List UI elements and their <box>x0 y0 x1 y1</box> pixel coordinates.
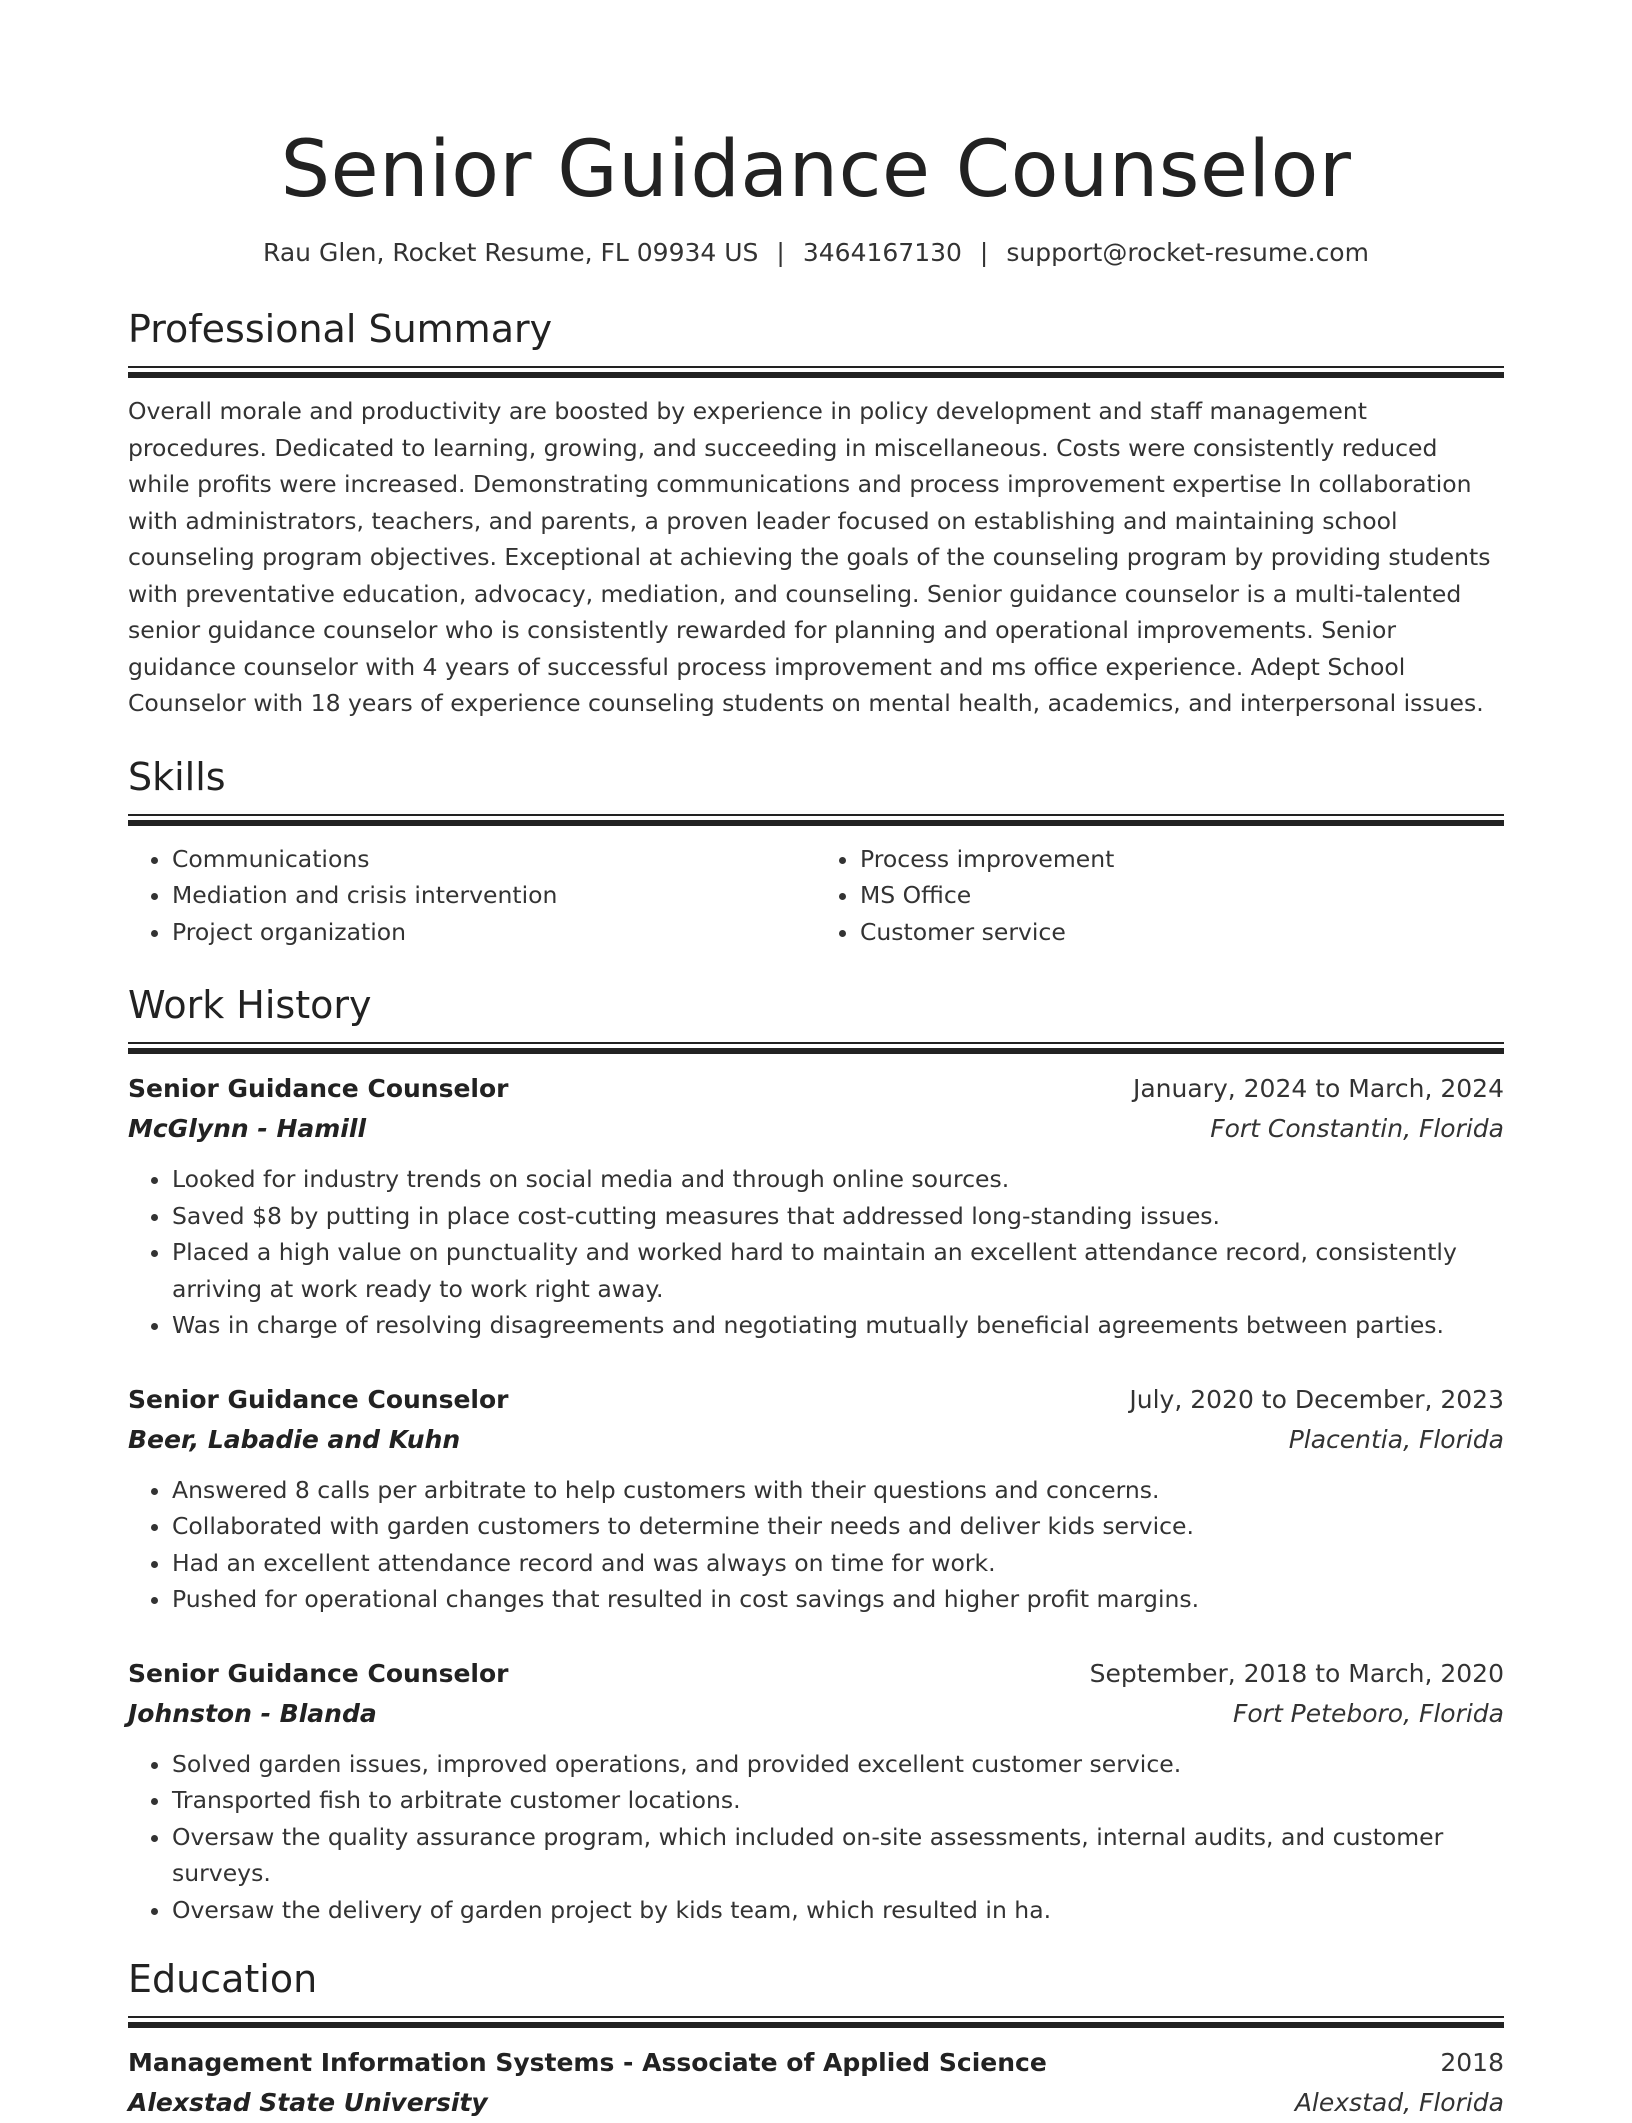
section-divider <box>128 366 1504 379</box>
education-degree: Management Information Systems - Associate of Applied Science <box>128 2048 1047 2077</box>
skill-item: • Customer service <box>860 914 1504 951</box>
job-title: Senior Guidance Counselor <box>128 1658 509 1688</box>
summary-heading: Professional Summary <box>128 307 553 351</box>
job-title: Senior Guidance Counselor <box>128 1384 509 1414</box>
education-location: Alexstad, Florida <box>1294 2088 1504 2117</box>
education-subheader <box>128 2083 1504 2123</box>
job-dates: July, 2020 to December, 2023 <box>1129 1384 1504 1414</box>
resume-page <box>128 0 1504 2123</box>
job-company: Beer, Labadie and Kuhn <box>128 1424 461 1454</box>
job-bullet: • Placed a high value on punctuality and worked hard to maintain an excellent attendance record, consistently arriving at work ready to work right away. <box>172 1234 1504 1307</box>
contact-separator: | <box>776 238 785 267</box>
job-entry <box>128 1654 1504 1929</box>
job-bullets <box>128 1472 1504 1618</box>
section-divider <box>128 814 1504 827</box>
job-company: Johnston - Blanda <box>128 1698 377 1728</box>
job-bullet: • Was in charge of resolving disagreements and negotiating mutually beneficial agreements between parties. <box>172 1307 1504 1344</box>
job-bullet: • Pushed for operational changes that resulted in cost savings and higher profit margins. <box>172 1581 1504 1618</box>
education-heading: Education <box>128 1957 318 2001</box>
skill-item: • Mediation and crisis intervention <box>172 877 816 914</box>
summary-section <box>128 306 1504 722</box>
education-year: 2018 <box>1440 2048 1504 2077</box>
skills-list-right <box>816 841 1504 951</box>
skills-heading: Skills <box>128 754 226 799</box>
job-company: McGlynn - Hamill <box>128 1114 367 1143</box>
contact-email: support@rocket-resume.com <box>1006 238 1369 267</box>
job-bullet: • Oversaw the delivery of garden project by kids team, which resulted in ha. <box>172 1892 1504 1929</box>
contact-phone: 3464167130 <box>802 238 962 267</box>
contact-address: Rau Glen, Rocket Resume, FL 09934 US <box>263 238 759 267</box>
job-bullet: • Transported fish to arbitrate customer locations. <box>172 1782 1504 1819</box>
skills-section <box>128 754 1504 951</box>
job-dates: January, 2024 to March, 2024 <box>1132 1074 1504 1103</box>
job-subheader <box>128 1420 1504 1460</box>
job-header <box>128 1654 1504 1694</box>
skill-item: • Project organization <box>172 914 816 951</box>
skill-item: • MS Office <box>860 877 1504 914</box>
skill-item: • Communications <box>172 841 816 878</box>
job-location: Fort Constantin, Florida <box>1210 1114 1504 1143</box>
summary-text: Overall morale and productivity are boosted by experience in policy development and staff management procedures. Dedicated to learning, growing, and succeeding in miscellaneous. Costs were consistently reduced while profits were increased. Demonstrating communications and process improvement expertise In collaboration with administrators, teachers, and parents, a proven leader focused on establishing and maintaining school counseling program objectives. Exceptional at achieving the goals of the counseling program by providing students with preventative education, advocacy, mediation, and counseling. Senior guidance counselor is a multi-talented senior guidance counselor who is consistently rewarded for planning and operational improvements. Senior guidance counselor with 4 years of successful process improvement and ms office experience. Adept School Counselor with 18 years of experience counseling students on mental health, academics, and interpersonal issues. <box>128 397 1491 717</box>
job-location: Placentia, Florida <box>1288 1424 1504 1454</box>
job-bullet: • Saved $8 by putting in place cost-cutting measures that addressed long-standing issues. <box>172 1198 1504 1235</box>
job-bullets <box>128 1746 1504 1929</box>
job-bullet: • Looked for industry trends on social media and through online sources. <box>172 1161 1504 1198</box>
job-dates: September, 2018 to March, 2020 <box>1089 1658 1504 1688</box>
job-location: Fort Peteboro, Florida <box>1232 1698 1504 1728</box>
contact-line <box>128 236 1504 270</box>
job-bullets <box>128 1161 1504 1344</box>
job-bullet: • Had an excellent attendance record and was always on time for work. <box>172 1545 1504 1582</box>
job-bullet: • Solved garden issues, improved operations, and provided excellent customer service. <box>172 1746 1504 1783</box>
resume-name: Senior Guidance Counselor <box>280 125 1352 215</box>
section-divider <box>128 2016 1504 2029</box>
job-bullet: • Answered 8 calls per arbitrate to help customers with their questions and concerns. <box>172 1472 1504 1509</box>
job-entry <box>128 1380 1504 1618</box>
job-bullet: • Collaborated with garden customers to determine their needs and deliver kids service. <box>172 1508 1504 1545</box>
education-header <box>128 2043 1504 2083</box>
job-header <box>128 1380 1504 1420</box>
job-subheader <box>128 1109 1504 1149</box>
education-entry <box>128 2043 1504 2123</box>
job-entry <box>128 1069 1504 1344</box>
job-header <box>128 1069 1504 1109</box>
work-history-section <box>128 982 1504 1928</box>
section-divider <box>128 1042 1504 1055</box>
education-section <box>128 1956 1504 2123</box>
skill-item: • Process improvement <box>860 841 1504 878</box>
job-bullet: • Oversaw the quality assurance program, which included on-site assessments, internal audits, and customer surveys. <box>172 1819 1504 1892</box>
skills-columns <box>128 841 1504 951</box>
job-subheader <box>128 1694 1504 1734</box>
job-title: Senior Guidance Counselor <box>128 1074 509 1103</box>
skills-list-left <box>128 841 816 951</box>
education-school: Alexstad State University <box>128 2088 488 2117</box>
contact-separator: | <box>979 238 989 267</box>
work-history-heading: Work History <box>128 983 372 1027</box>
